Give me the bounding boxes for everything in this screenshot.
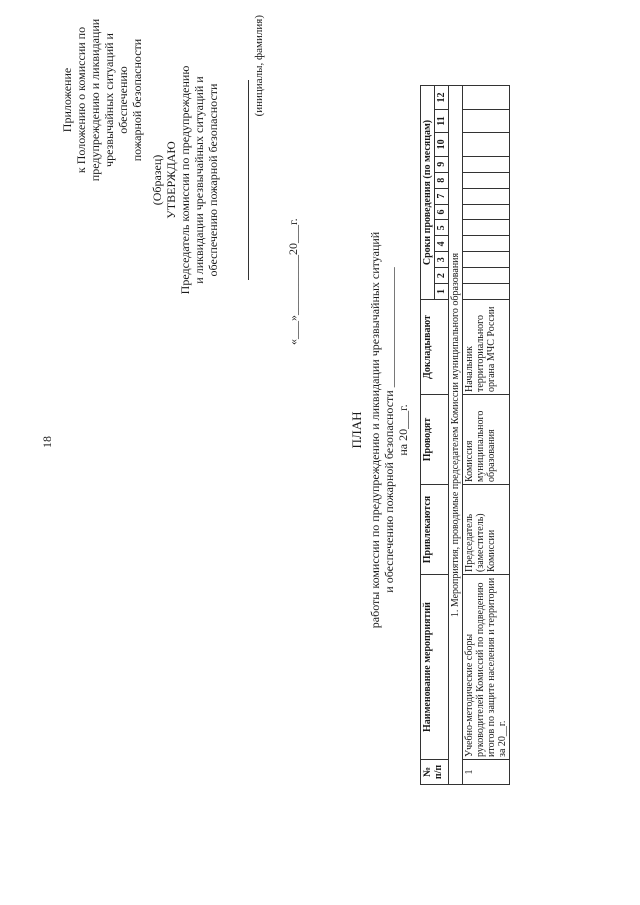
appendix-line-1: Приложение <box>60 67 74 133</box>
row-conduct: Комиссия муниципального образования <box>463 395 510 485</box>
month-cell <box>463 204 510 220</box>
header-terms: Сроки проведения (по месяцам) <box>421 86 435 300</box>
plan-title: ПЛАН <box>349 411 364 449</box>
page-number: 18 <box>40 436 54 448</box>
plan-heading <box>350 205 410 655</box>
plan-line-3: на 20___г. <box>396 404 410 456</box>
row-name: Учебно-методические сборы руководителей Комиссий по подведению итогов по защите населения и территории за 20__г. <box>463 575 510 760</box>
header-involved: Привлекаются <box>421 485 449 575</box>
chairman-line-1: Председатель комиссии по предупреждению <box>178 65 192 295</box>
month-header: 10 <box>435 132 449 156</box>
month-header: 9 <box>435 156 449 172</box>
month-header: 11 <box>435 110 449 133</box>
chairman-line-2: и ликвидации чрезвычайных ситуаций и <box>192 76 206 284</box>
appendix-line-4: чрезвычайных ситуаций и обеспечению <box>102 33 130 167</box>
month-header: 6 <box>435 204 449 220</box>
appendix-line-3: предупреждению и ликвидации <box>88 18 102 182</box>
appendix-block <box>60 15 144 185</box>
month-cell <box>463 236 510 252</box>
month-cell <box>463 252 510 268</box>
approval-block <box>150 15 300 345</box>
header-number: № п/п <box>421 760 449 785</box>
plan-line-2: и обеспечению пожарной безопасности ____________________ <box>382 267 396 593</box>
signature-line <box>234 80 249 280</box>
section-title: 1. Мероприятия, проводимые председателем Комиссии муниципального образования <box>449 86 463 785</box>
month-cell <box>463 220 510 236</box>
appendix-line-5: пожарной безопасности <box>130 38 144 162</box>
month-cell <box>463 86 510 110</box>
appendix-line-2: к Положению о комиссии по <box>74 26 88 174</box>
table-row <box>463 86 510 785</box>
month-header: 2 <box>435 268 449 284</box>
header-conduct: Проводят <box>421 395 449 485</box>
approve-heading: УТВЕРЖДАЮ <box>164 141 178 219</box>
month-cell <box>463 132 510 156</box>
header-report: Докладывают <box>421 300 449 395</box>
row-involved: Председатель (заместитель) Комиссии <box>463 485 510 575</box>
month-cell <box>463 268 510 284</box>
initials-caption: (инициалы, фамилия) <box>253 15 265 117</box>
month-cell <box>463 284 510 300</box>
row-report: Начальник территориального органа МЧС России <box>463 300 510 395</box>
chairman-line-3: обеспечению пожарной безопасности <box>206 83 220 277</box>
month-header: 7 <box>435 188 449 204</box>
month-header: 5 <box>435 220 449 236</box>
month-header: 1 <box>435 284 449 300</box>
header-name: Наименование мероприятий <box>421 575 449 760</box>
month-cell <box>463 110 510 133</box>
approval-date: «___»__________20___г. <box>286 218 300 345</box>
month-header: 12 <box>435 86 449 110</box>
month-header: 3 <box>435 252 449 268</box>
month-cell <box>463 188 510 204</box>
plan-table <box>420 85 510 785</box>
month-header: 8 <box>435 172 449 188</box>
row-number: 1 <box>463 760 510 785</box>
month-header: 4 <box>435 236 449 252</box>
month-cell <box>463 172 510 188</box>
month-cell <box>463 156 510 172</box>
plan-line-1: работы комиссии по предупреждению и ликвидации чрезвычайных ситуаций <box>368 231 382 629</box>
sample-label: (Образец) <box>150 154 164 206</box>
